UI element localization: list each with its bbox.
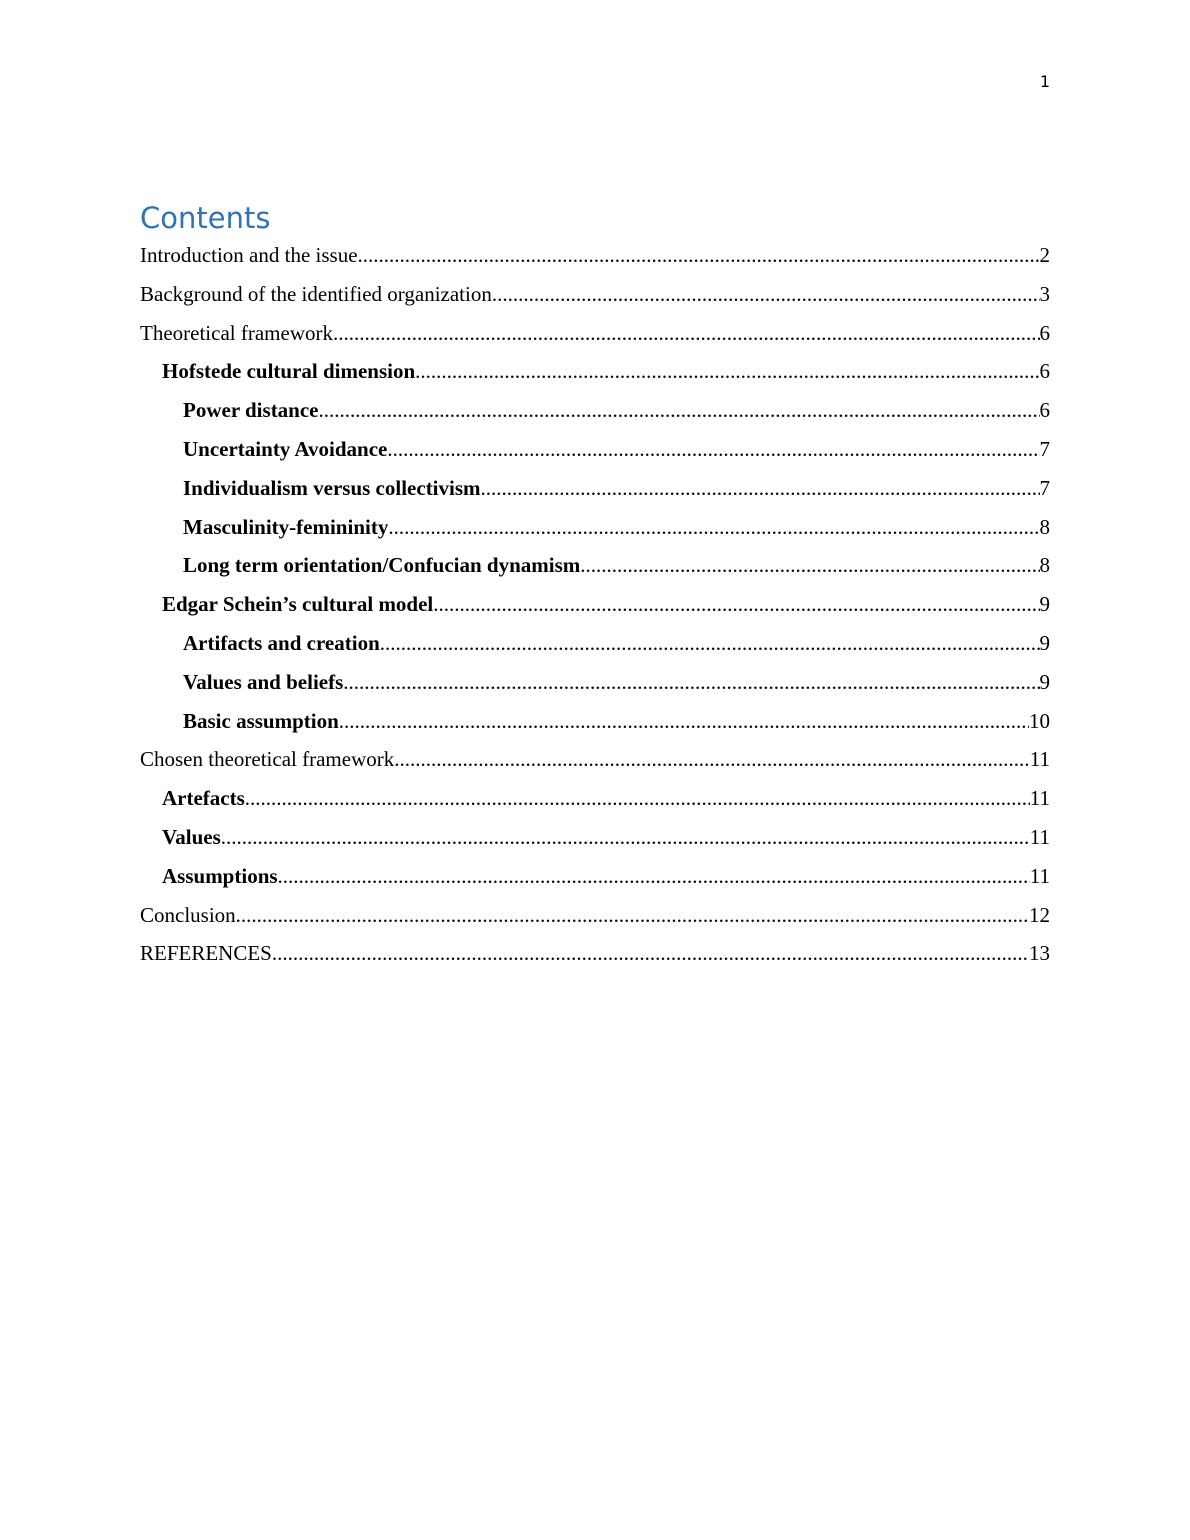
toc-page-number: 11 <box>1029 786 1050 811</box>
toc-dot-leader <box>339 705 1029 737</box>
toc-dot-leader <box>380 627 1040 659</box>
toc-entry[interactable] <box>140 705 1050 744</box>
toc-dot-leader <box>319 394 1040 426</box>
toc-entry-label: Masculinity-femininity <box>183 514 389 539</box>
toc-entry-label: Assumptions <box>162 863 278 888</box>
toc-page-number: 2 <box>1039 243 1050 267</box>
toc-page-number: 6 <box>1039 359 1050 384</box>
toc-entry[interactable] <box>140 821 1050 860</box>
toc-entry[interactable] <box>140 394 1050 433</box>
toc-dot-leader <box>358 239 1040 271</box>
toc-entry-label: Conclusion <box>140 902 236 927</box>
toc-dot-leader <box>415 355 1039 387</box>
toc-dot-leader <box>580 549 1039 581</box>
toc-entry-label: Artifacts and creation <box>183 630 380 655</box>
toc-page-number: 9 <box>1039 669 1050 694</box>
toc-entry[interactable] <box>140 782 1050 821</box>
toc-page-number: 8 <box>1039 553 1050 578</box>
toc-entry-label: Hofstede cultural dimension <box>162 359 416 384</box>
toc-page-number: 12 <box>1029 902 1050 927</box>
toc-entry-label: Basic assumption <box>183 708 339 733</box>
toc-page-number: 7 <box>1039 436 1050 461</box>
toc-entry-label: Introduction and the issue <box>140 243 358 267</box>
toc-dot-leader <box>245 782 1030 814</box>
toc-entry-label: Values <box>162 824 221 849</box>
toc-heading: Contents <box>140 201 271 235</box>
table-of-contents <box>140 239 1050 976</box>
toc-dot-leader <box>394 743 1030 775</box>
toc-dot-leader <box>492 278 1040 310</box>
toc-page-number: 13 <box>1029 941 1050 966</box>
toc-entry[interactable] <box>140 588 1050 627</box>
toc-entry[interactable] <box>140 355 1050 394</box>
toc-entry[interactable] <box>140 860 1050 899</box>
toc-page-number: 10 <box>1029 708 1050 733</box>
toc-entry[interactable] <box>140 937 1050 976</box>
toc-entry[interactable] <box>140 239 1050 278</box>
toc-entry-label: Power distance <box>183 398 319 423</box>
page-number: 1 <box>1039 72 1050 91</box>
toc-page-number: 11 <box>1029 747 1050 772</box>
toc-entry[interactable] <box>140 899 1050 938</box>
toc-dot-leader <box>221 821 1030 853</box>
toc-dot-leader <box>236 899 1029 931</box>
toc-entry[interactable] <box>140 743 1050 782</box>
toc-dot-leader <box>278 860 1030 892</box>
toc-page-number: 11 <box>1029 824 1050 849</box>
toc-page-number: 3 <box>1039 281 1050 306</box>
toc-entry[interactable] <box>140 433 1050 472</box>
toc-dot-leader <box>272 937 1029 969</box>
toc-page-number: 9 <box>1039 592 1050 617</box>
toc-entry-label: Artefacts <box>162 786 245 811</box>
toc-dot-leader <box>481 472 1040 504</box>
toc-dot-leader <box>388 511 1039 543</box>
toc-dot-leader <box>333 317 1040 349</box>
toc-entry-label: Uncertainty Avoidance <box>183 436 388 461</box>
toc-entry-label: Chosen theoretical framework <box>140 747 395 772</box>
toc-entry-label: Edgar Schein’s cultural model <box>162 592 434 617</box>
toc-page-number: 11 <box>1029 863 1050 888</box>
toc-entry-label: Theoretical framework <box>140 320 333 345</box>
toc-page-number: 6 <box>1039 320 1050 345</box>
toc-dot-leader <box>387 433 1039 465</box>
toc-dot-leader <box>433 588 1039 620</box>
toc-page-number: 8 <box>1039 514 1050 539</box>
toc-entry[interactable] <box>140 666 1050 705</box>
toc-dot-leader <box>343 666 1039 698</box>
toc-entry-label: Individualism versus collectivism <box>183 475 481 500</box>
toc-page-number: 6 <box>1039 398 1050 423</box>
toc-entry[interactable] <box>140 511 1050 550</box>
toc-entry[interactable] <box>140 278 1050 317</box>
toc-entry-label: Values and beliefs <box>183 669 344 694</box>
toc-entry-label: REFERENCES <box>140 941 272 966</box>
toc-entry-label: Background of the identified organization <box>140 281 492 306</box>
toc-entry[interactable] <box>140 549 1050 588</box>
toc-entry[interactable] <box>140 472 1050 511</box>
toc-page-number: 7 <box>1039 475 1050 500</box>
toc-entry[interactable] <box>140 627 1050 666</box>
toc-entry[interactable] <box>140 317 1050 356</box>
toc-entry-label: Long term orientation/Confucian dynamism <box>183 553 581 578</box>
toc-page-number: 9 <box>1039 630 1050 655</box>
